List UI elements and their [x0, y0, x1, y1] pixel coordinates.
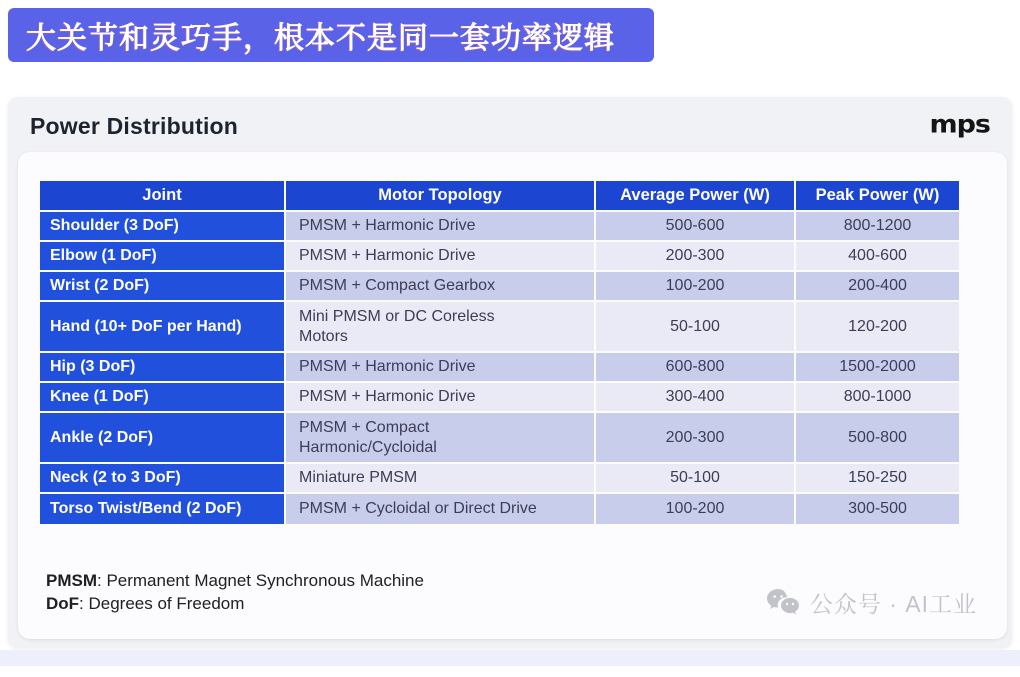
avg-power-cell: 500-600: [596, 212, 794, 240]
peak-power-cell: 500-800: [796, 413, 959, 462]
table-row: [40, 302, 959, 351]
power-table: [38, 179, 961, 526]
table-panel: [18, 152, 1007, 639]
power-distribution-card: [8, 97, 1012, 648]
joint-cell: [40, 494, 284, 524]
peak-power-cell: 150-250: [796, 464, 959, 492]
footnote-pmsm: [46, 570, 424, 593]
table-row: [40, 494, 959, 524]
footnote-term: DoF: [46, 593, 80, 613]
footnote-dof: [46, 593, 424, 616]
watermark: [766, 586, 977, 619]
avg-power-cell: 300-400: [596, 383, 794, 411]
joint-cell: Neck (2 to 3 DoF): [40, 464, 284, 492]
joint-cell: Elbow (1 DoF): [40, 242, 284, 270]
topology-cell: PMSM + Compact Gearbox: [286, 272, 594, 300]
table-row: [40, 464, 959, 492]
table-row: [40, 383, 959, 411]
watermark-text: 公众号 · AI工业: [809, 591, 977, 617]
topology-cell: PMSM + Cycloidal or Direct Drive: [286, 494, 594, 524]
avg-power-cell: 100-200: [596, 494, 794, 524]
slide-title-banner: [8, 8, 654, 62]
table-row: [40, 413, 959, 462]
footnote-term: PMSM: [46, 571, 97, 590]
header-peak-power: Peak Power (W): [796, 181, 959, 210]
header-joint: Joint: [40, 181, 284, 210]
footnote-text: : Degrees of Freedom: [79, 593, 245, 613]
avg-power-cell: 200-300: [596, 413, 794, 462]
card-heading: Power Distribution: [30, 113, 239, 139]
joint-cell: Ankle (2 DoF): [40, 413, 284, 462]
footnote-text: : Permanent Magnet Synchronous Machine: [97, 571, 424, 590]
peak-power-cell: 400-600: [796, 242, 959, 270]
topology-cell: Miniature PMSM: [286, 464, 594, 492]
joint-label: Hand (10+ DoF per Hand): [50, 317, 242, 335]
table-header-row: [40, 181, 959, 210]
table-row: [40, 353, 959, 381]
joint-cell: Hip (3 DoF): [40, 353, 284, 381]
mps-logo: mps: [929, 110, 990, 139]
peak-power-cell: 200-400: [796, 272, 959, 300]
joint-cell: Shoulder (3 DoF): [40, 212, 284, 240]
topology-cell: [286, 413, 594, 462]
topology-cell: PMSM + Harmonic Drive: [286, 212, 594, 240]
avg-power-cell: 600-800: [596, 353, 794, 381]
avg-power-cell: 200-300: [596, 242, 794, 270]
topology-label: Mini PMSM or DC Coreless Motors: [299, 308, 495, 345]
topology-label: PMSM + Compact Harmonic/Cycloidal: [299, 419, 437, 456]
joint-label: Torso Twist/Bend (2 DoF): [50, 500, 242, 518]
peak-power-cell: 800-1200: [796, 212, 959, 240]
wechat-icon: [766, 588, 800, 618]
slide-title: 大关节和灵巧手，根本不是同一套功率逻辑: [26, 22, 615, 55]
joint-cell: Wrist (2 DoF): [40, 272, 284, 300]
topology-cell: PMSM + Harmonic Drive: [286, 383, 594, 411]
avg-power-cell: 100-200: [596, 272, 794, 300]
table-row: [40, 212, 959, 240]
joint-cell: [40, 302, 284, 351]
topology-cell: PMSM + Harmonic Drive: [286, 353, 594, 381]
table-row: [40, 242, 959, 270]
peak-power-cell: 800-1000: [796, 383, 959, 411]
peak-power-cell: 120-200: [796, 302, 959, 351]
topology-cell: [286, 302, 594, 351]
avg-power-cell: 50-100: [596, 464, 794, 492]
peak-power-cell: 300-500: [796, 494, 959, 524]
footnotes: [46, 570, 424, 616]
joint-cell: Knee (1 DoF): [40, 383, 284, 411]
bottom-strip: [0, 650, 1020, 666]
table-row: [40, 272, 959, 300]
header-average-power: Average Power (W): [596, 181, 794, 210]
peak-power-cell: 1500-2000: [796, 353, 959, 381]
topology-cell: PMSM + Harmonic Drive: [286, 242, 594, 270]
header-motor-topology: Motor Topology: [286, 181, 594, 210]
avg-power-cell: 50-100: [596, 302, 794, 351]
